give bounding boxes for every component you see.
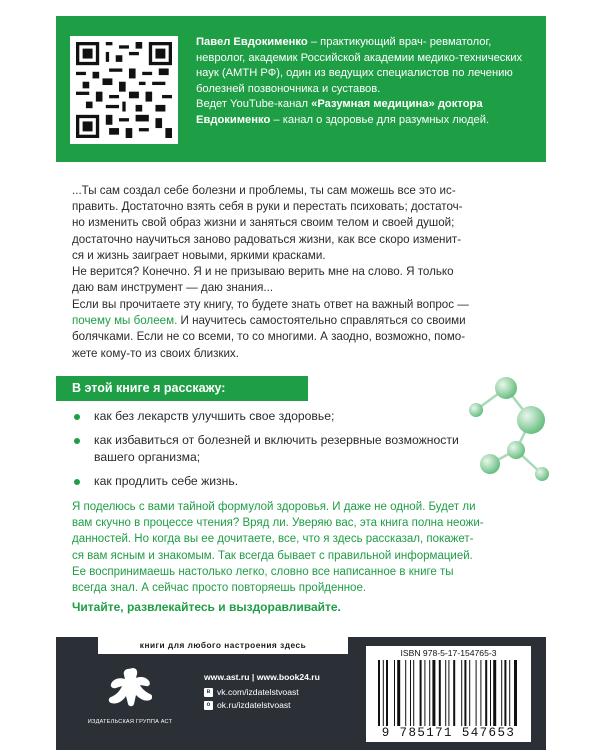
bullet-item: [72, 408, 492, 425]
quote-line: ...Ты сам создал себе болезни и проблемы, ты сам можешь все это ис-: [72, 184, 456, 197]
quote-line: достаточно научиться заново радоваться жизни, как все скоро изменит-: [72, 232, 462, 246]
bullet-dot-icon: [74, 414, 80, 420]
website-links[interactable]: www.ast.ru | www.book24.ru: [204, 672, 320, 682]
quote-line: даю вам инструмент — даю знания...: [72, 281, 274, 295]
bullet-text: как избавиться от болезней и включить резервные возможности вашего организма;: [94, 433, 459, 464]
bullet-dot-icon: [74, 438, 80, 444]
closing-line: Я поделюсь с вами тайной формулой здоровья. И даже не одной. Будет ли: [72, 501, 476, 513]
back-cover: [56, 0, 546, 750]
publisher-name: ИЗДАТЕЛЬСКАЯ ГРУППА АСТ: [87, 719, 173, 725]
closing-line: Ее воспринимаешь настолько легко, словно все написанное в книге ты: [72, 565, 454, 578]
author-bio-first: – практикующий врач-: [307, 36, 427, 48]
youtube-suffix: – канал о здоровье для разумных людей.: [270, 113, 490, 126]
isbn: ISBN 978-5-17-154765-3: [400, 648, 497, 658]
barcode-box: [366, 646, 531, 742]
author-name: Павел Евдокименко: [196, 36, 308, 48]
author-bio: [196, 35, 536, 129]
bullet-item: [72, 473, 492, 490]
youtube-channel-name: «Разумная медицина» доктора Евдокименко: [196, 98, 483, 126]
quote-line: править. Достаточно взять себя в руки и перестать психовать; достаточ-: [72, 200, 463, 214]
quote-block: [72, 183, 534, 296]
bullet-text: как продлить себе жизнь.: [94, 474, 239, 488]
vk-link[interactable]: [204, 686, 354, 699]
ast-logo-icon: [104, 667, 152, 713]
publisher-links: [204, 671, 354, 712]
intro-line: болячками. Если не со всеми, то со многими. А заодно, возможно, помо-: [72, 330, 466, 344]
bullet-list: [72, 408, 492, 497]
qr-code[interactable]: [70, 36, 178, 144]
quote-line: Не верится? Конечно. Я и не призываю верить мне на слово. Я только: [72, 265, 454, 279]
final-line: Читайте, развлекайтесь и выздоравливайте.: [72, 600, 341, 614]
molecule-decoration-icon: [446, 370, 556, 500]
closing-paragraph: [72, 499, 540, 596]
publisher-logo: [82, 667, 178, 737]
tagline: книги для любого настроения здесь: [98, 637, 348, 654]
author-box: [56, 16, 546, 162]
quote-line: но изменить свой образ жизни и заняться своим телом и своей душой;: [72, 216, 455, 230]
vk-link-text: vk.com/izdatelstvoast: [217, 687, 299, 697]
bullet-text: как без лекарств улучшить свое здоровье;: [94, 409, 335, 423]
closing-line: ся вам ясным и знакомым. Так всегда бывает с правильной информацией.: [72, 549, 473, 562]
author-bio-rest: ревматолог, невролог, академик Российской академии медико-технических наук (АМТН РФ), один из ведущих специалистов по лечению болезней позвоночника и суставов.: [196, 36, 523, 95]
ok-link-text: ok.ru/izdatelstvoast: [217, 700, 291, 710]
barcode-graphic: [378, 660, 519, 726]
intro-paragraph: [72, 297, 534, 362]
youtube-prefix: Ведет YouTube-канал: [196, 98, 312, 111]
intro-line: жете кому-то из своих близких.: [72, 346, 239, 360]
vk-icon: в: [204, 688, 213, 697]
closing-line: данностей. Но когда вы ее дочитаете, все, что я здесь рассказал, покажет-: [72, 533, 474, 546]
bullet-item: [72, 432, 492, 466]
bullet-dot-icon: [74, 479, 80, 485]
intro-highlight: почему мы болеем.: [72, 314, 178, 328]
quote-line: ся и жизнь заиграет новыми, яркими красками.: [72, 248, 326, 262]
intro-line: И научитесь самостоятельно справляться со своими: [177, 314, 466, 328]
ok-link[interactable]: [204, 699, 354, 712]
closing-line: всегда знал. А сейчас просто повторяешь пройденное.: [72, 582, 367, 595]
qr-code-graphic: [76, 42, 172, 138]
closing-line: вам скучно в процессе чтения? Вряд ли. Уверяю вас, эта книга полна неожи-: [72, 517, 484, 530]
intro-line: Если вы прочитаете эту книгу, то будете знать ответ на важный вопрос —: [72, 298, 469, 311]
barcode-number: 9 785171 547653: [381, 726, 516, 740]
ok-icon: о: [204, 701, 213, 710]
section-banner: В этой книге я расскажу:: [56, 376, 308, 401]
